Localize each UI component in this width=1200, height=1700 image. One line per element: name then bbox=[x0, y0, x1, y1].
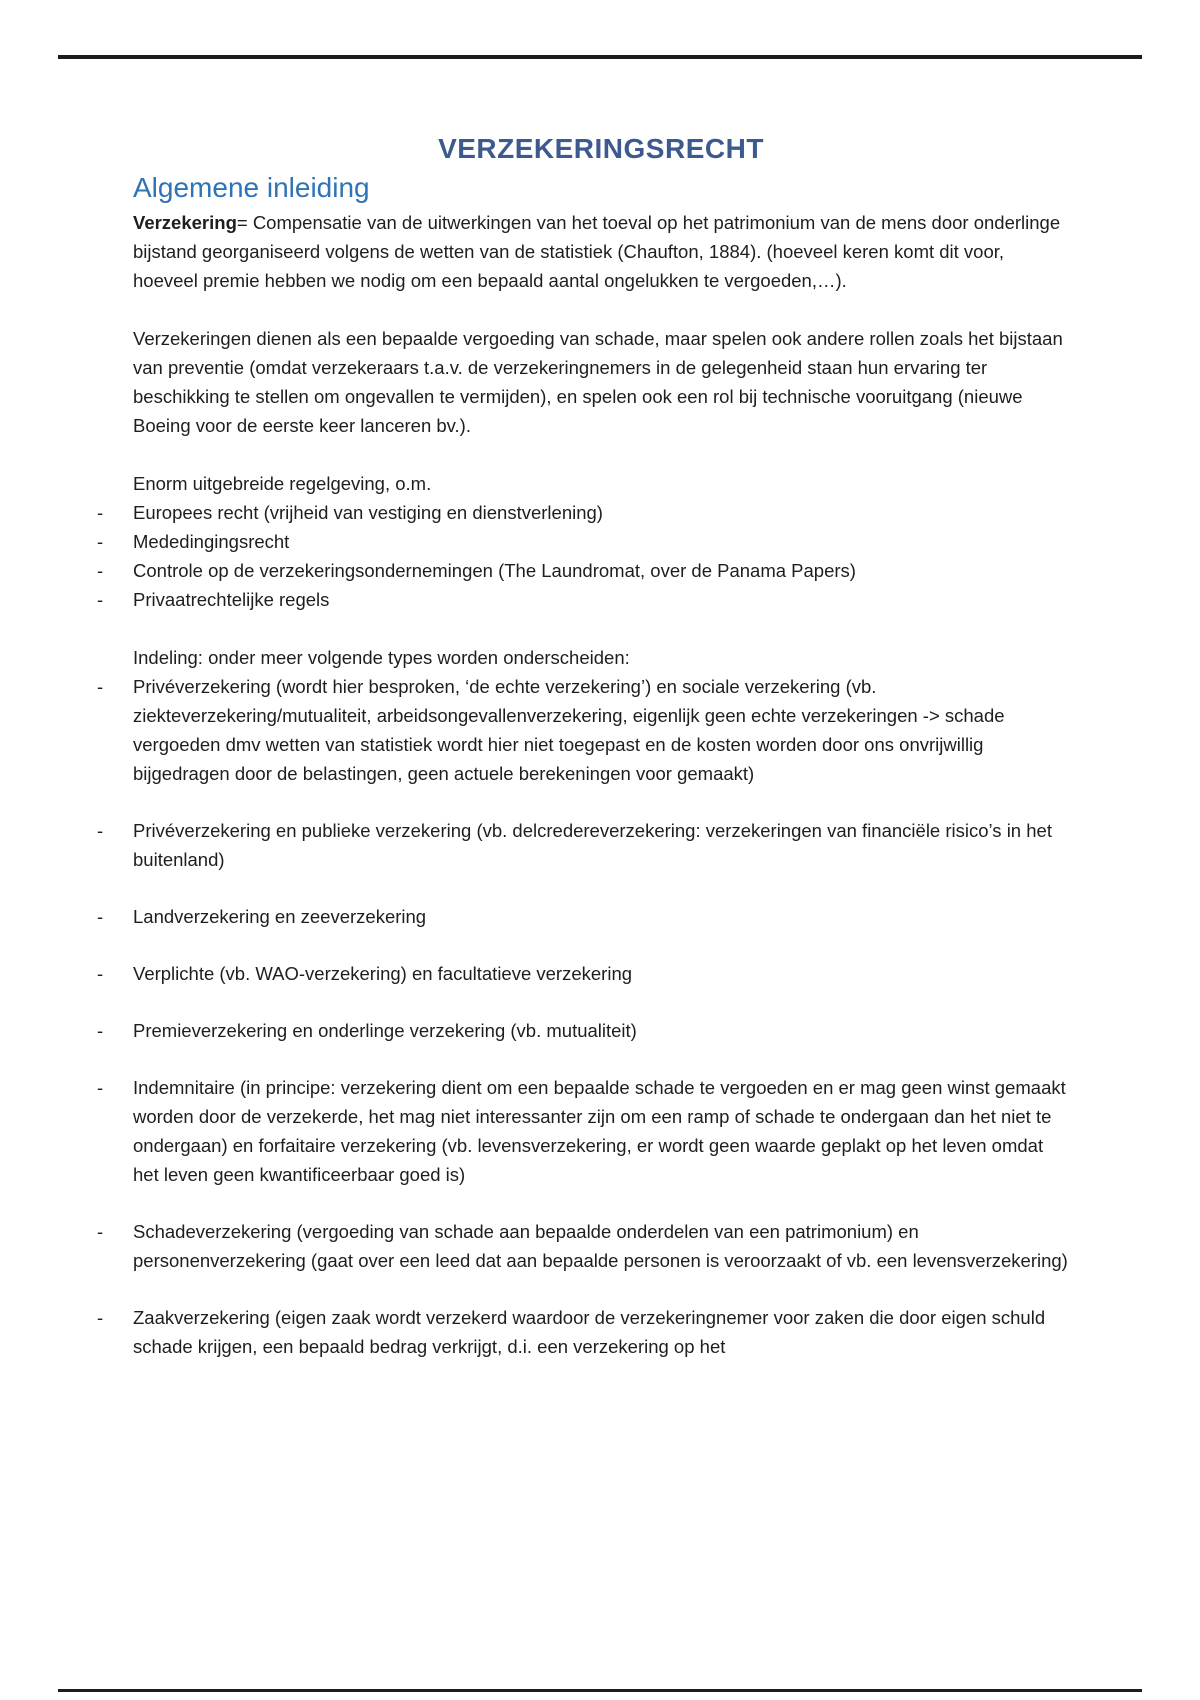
document-content bbox=[97, 132, 1069, 1361]
regulation-list-item-text: Controle op de verzekeringsondernemingen (The Laundromat, over de Panama Papers) bbox=[133, 560, 856, 581]
roles-paragraph: Verzekeringen dienen als een bepaalde vergoeding van schade, maar spelen ook andere rollen zoals het bijstaan van preventie (omdat verzekeraars t.a.v. de verzekeringnemers in de gelegenheid staan hun ervaring ter beschikking te stellen om ongevallen te vermijden), en spelen ook een rol bij technische vooruitgang (nieuwe Boeing voor de eerste keer lanceren bv.). bbox=[133, 328, 1063, 436]
classification-list-item-text: Privéverzekering en publieke verzekering (vb. delcredereverzekering: verzekeringen van financiële risico’s in het buitenland) bbox=[133, 820, 1052, 870]
classification-list-item-text: Zaakverzekering (eigen zaak wordt verzekerd waardoor de verzekeringnemer voor zaken die door eigen schuld schade krijgen, een bepaald bedrag verkrijgt, d.i. een verzekering op het bbox=[133, 1307, 1046, 1357]
classification-list-item-text: Premieverzekering en onderlinge verzekering (vb. mutualiteit) bbox=[133, 1020, 637, 1041]
dash-marker: - bbox=[97, 502, 104, 523]
dash-marker: - bbox=[97, 963, 104, 984]
regulation-list-item-text: Europees recht (vrijheid van vestiging en dienstverlening) bbox=[133, 502, 603, 523]
regulation-list-item bbox=[97, 585, 1069, 614]
definition-body-text: = Compensatie van de uitwerkingen van het toeval op het patrimonium van de mens door onderlinge bijstand georganiseerd volgens de wetten van de statistiek (Chaufton, 1884). (hoeveel keren komt dit voor, hoeveel premie hebben we nodig om een bepaald aantal ongelukken te vergoeden,…). bbox=[133, 212, 1061, 291]
classification-list-item-text: Schadeverzekering (vergoeding van schade aan bepaalde onderdelen van een patrimonium) en personenverzekering (gaat over een leed dat aan bepaalde personen is veroorzaakt of vb. een levensverzekering) bbox=[133, 1221, 1068, 1271]
document-title: VERZEKERINGSRECHT bbox=[438, 133, 764, 164]
classification-list-item bbox=[97, 1217, 1069, 1275]
regulation-list bbox=[97, 498, 1069, 614]
classification-list-item bbox=[97, 959, 1069, 988]
regulation-list-item-text: Mededingingsrecht bbox=[133, 531, 290, 552]
dash-marker: - bbox=[97, 906, 104, 927]
classification-list-item-text: Landverzekering en zeeverzekering bbox=[133, 906, 427, 927]
dash-marker: - bbox=[97, 1221, 104, 1242]
section-heading: Algemene inleiding bbox=[133, 172, 370, 203]
definition-paragraph bbox=[133, 208, 1069, 295]
regulation-intro: Enorm uitgebreide regelgeving, o.m. bbox=[133, 473, 432, 494]
regulation-list-item-text: Privaatrechtelijke regels bbox=[133, 589, 330, 610]
regulation-list-item bbox=[97, 556, 1069, 585]
classification-list-item bbox=[97, 1073, 1069, 1189]
dash-marker: - bbox=[97, 676, 104, 697]
dash-marker: - bbox=[97, 589, 104, 610]
classification-list-item bbox=[97, 1016, 1069, 1045]
classification-list-item bbox=[97, 816, 1069, 874]
dash-marker: - bbox=[97, 531, 104, 552]
classification-list-item-text: Privéverzekering (wordt hier besproken, ‘de echte verzekering’) en sociale verzekering (vb. ziekteverzekering/mutualiteit, arbeidsongevallenverzekering, eigenlijk geen echte verzekeringen -> schade vergoeden dmv wetten van statistiek wordt hier niet toegepast en de kosten worden door ons onvrijwillig bijgedragen door de belastingen, geen actuele berekeningen voor gemaakt) bbox=[133, 676, 1005, 784]
dash-marker: - bbox=[97, 1020, 104, 1041]
dash-marker: - bbox=[97, 820, 104, 841]
bottom-border-rule bbox=[58, 1689, 1142, 1692]
classification-list bbox=[97, 672, 1069, 1361]
regulation-list-item bbox=[97, 527, 1069, 556]
dash-marker: - bbox=[97, 1307, 104, 1328]
classification-list-item-text: Verplichte (vb. WAO-verzekering) en facultatieve verzekering bbox=[133, 963, 633, 984]
classification-list-item bbox=[97, 902, 1069, 931]
regulation-list-item bbox=[97, 498, 1069, 527]
top-border-rule bbox=[58, 55, 1142, 59]
classification-list-item bbox=[97, 1303, 1069, 1361]
classification-list-item-text: Indemnitaire (in principe: verzekering dient om een bepaalde schade te vergoeden en er mag geen winst gemaakt worden door de verzekerde, het mag niet interessanter zijn om een ramp of schade te ondergaan dan het niet te ondergaan) en forfaitaire verzekering (vb. levensverzekering, er wordt geen waarde geplakt op het leven omdat het leven geen kwantificeerbaar goed is) bbox=[133, 1077, 1066, 1185]
dash-marker: - bbox=[97, 1077, 104, 1098]
dash-marker: - bbox=[97, 560, 104, 581]
classification-intro: Indeling: onder meer volgende types worden onderscheiden: bbox=[133, 647, 630, 668]
definition-term: Verzekering bbox=[133, 212, 237, 233]
classification-list-item bbox=[97, 672, 1069, 788]
